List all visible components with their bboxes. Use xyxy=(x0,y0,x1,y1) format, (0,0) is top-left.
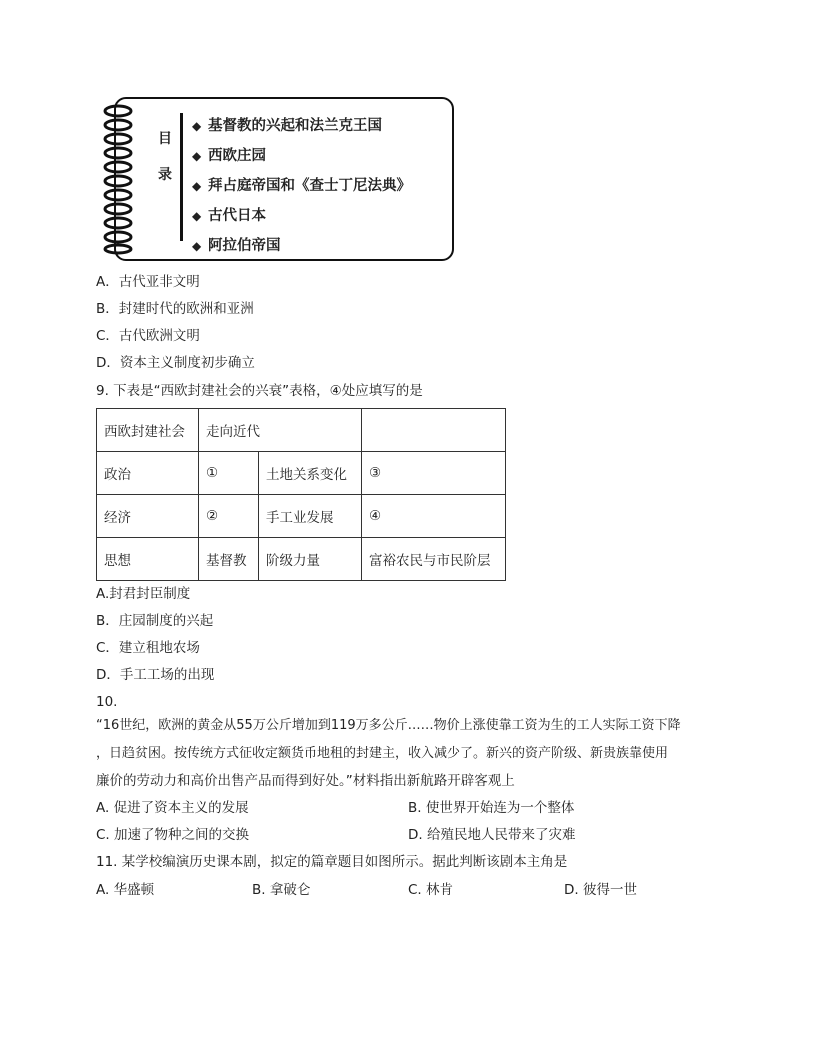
table-cell: ③ xyxy=(362,452,506,495)
contents-item-text: 西欧庄园 xyxy=(208,147,266,164)
q10-option-b: B. 使世界开始连为一个整体 xyxy=(408,800,575,816)
contents-item xyxy=(192,171,411,201)
diamond-bullet-icon: ◆ xyxy=(192,209,202,223)
q9-option-d: D．手工工场的出现 xyxy=(96,667,215,683)
q10-option-c: C. 加速了物种之间的交换 xyxy=(96,827,250,843)
table-row xyxy=(97,495,506,538)
q9-table xyxy=(96,408,506,581)
contents-list xyxy=(192,111,411,261)
q8-option-a: A．古代亚非文明 xyxy=(96,274,200,290)
table-cell: 走向近代 xyxy=(199,409,362,452)
table-cell: ④ xyxy=(362,495,506,538)
q9-option-b: B．庄园制度的兴起 xyxy=(96,613,214,629)
diamond-bullet-icon: ◆ xyxy=(192,179,202,193)
contents-item xyxy=(192,201,411,231)
q10-option-a: A. 促进了资本主义的发展 xyxy=(96,800,249,816)
contents-label-char-1: 目 xyxy=(158,131,172,147)
contents-notebook-figure xyxy=(100,97,452,259)
q9-option-c: C．建立租地农场 xyxy=(96,640,200,656)
q10-material-line-2: ，日趋贫困。按传统方式征收定额货币地租的封建主，收入减少了。新兴的资产阶级、新贵族靠使用 xyxy=(96,746,669,761)
table-cell: 思想 xyxy=(97,538,199,581)
table-cell: ① xyxy=(199,452,259,495)
diamond-bullet-icon: ◆ xyxy=(192,119,202,133)
q11-option-c: C. 林肯 xyxy=(408,882,454,898)
table-cell: 西欧封建社会 xyxy=(97,409,199,452)
diamond-bullet-icon: ◆ xyxy=(192,239,202,253)
diamond-bullet-icon: ◆ xyxy=(192,149,202,163)
q10-material-line-3: 廉价的劳动力和高价出售产品而得到好处。”材料指出新航路开辟客观上 xyxy=(96,773,515,789)
contents-item xyxy=(192,111,411,141)
table-cell: 土地关系变化 xyxy=(259,452,362,495)
q11-option-a: A. 华盛顿 xyxy=(96,882,155,898)
q10-number: 10. xyxy=(96,694,118,710)
divider-bar xyxy=(180,113,183,241)
q8-option-c: C．古代欧洲文明 xyxy=(96,328,200,344)
q9-stem: 9. 下表是“西欧封建社会的兴衰”表格，④处应填写的是 xyxy=(96,383,423,399)
contents-item-text: 古代日本 xyxy=(208,207,266,224)
table-cell xyxy=(362,409,506,452)
table-cell: 基督教 xyxy=(199,538,259,581)
table-cell: 手工业发展 xyxy=(259,495,362,538)
q11-stem: 11. 某学校编演历史课本剧，拟定的篇章题目如图所示。据此判断该剧本主角是 xyxy=(96,854,568,870)
table-row xyxy=(97,409,506,452)
contents-item-text: 阿拉伯帝国 xyxy=(208,237,281,254)
table-cell: 富裕农民与市民阶层 xyxy=(362,538,506,581)
contents-label-char-2: 录 xyxy=(158,167,172,183)
table-row xyxy=(97,538,506,581)
table-row xyxy=(97,452,506,495)
contents-item-text: 拜占庭帝国和《查士丁尼法典》 xyxy=(208,177,411,194)
q10-option-d: D. 给殖民地人民带来了灾难 xyxy=(408,827,576,843)
q11-option-b: B. 拿破仑 xyxy=(252,882,311,898)
q11-option-d: D. 彼得一世 xyxy=(564,882,637,898)
contents-item xyxy=(192,141,411,171)
spiral-binding-icon xyxy=(100,103,144,255)
q8-option-d: D．资本主义制度初步确立 xyxy=(96,355,255,371)
contents-item-text: 基督教的兴起和法兰克王国 xyxy=(208,117,382,134)
table-cell: 政治 xyxy=(97,452,199,495)
table-cell: 阶级力量 xyxy=(259,538,362,581)
q9-option-a: A.封君封臣制度 xyxy=(96,586,191,602)
table-cell: ② xyxy=(199,495,259,538)
q8-option-b: B．封建时代的欧洲和亚洲 xyxy=(96,301,254,317)
contents-item xyxy=(192,231,411,261)
contents-label xyxy=(157,121,173,193)
q10-material-line-1: “16世纪，欧洲的黄金从55万公斤增加到119万多公斤……物价上涨使靠工资为生的工人实际工资下降 xyxy=(96,718,681,733)
table-cell: 经济 xyxy=(97,495,199,538)
